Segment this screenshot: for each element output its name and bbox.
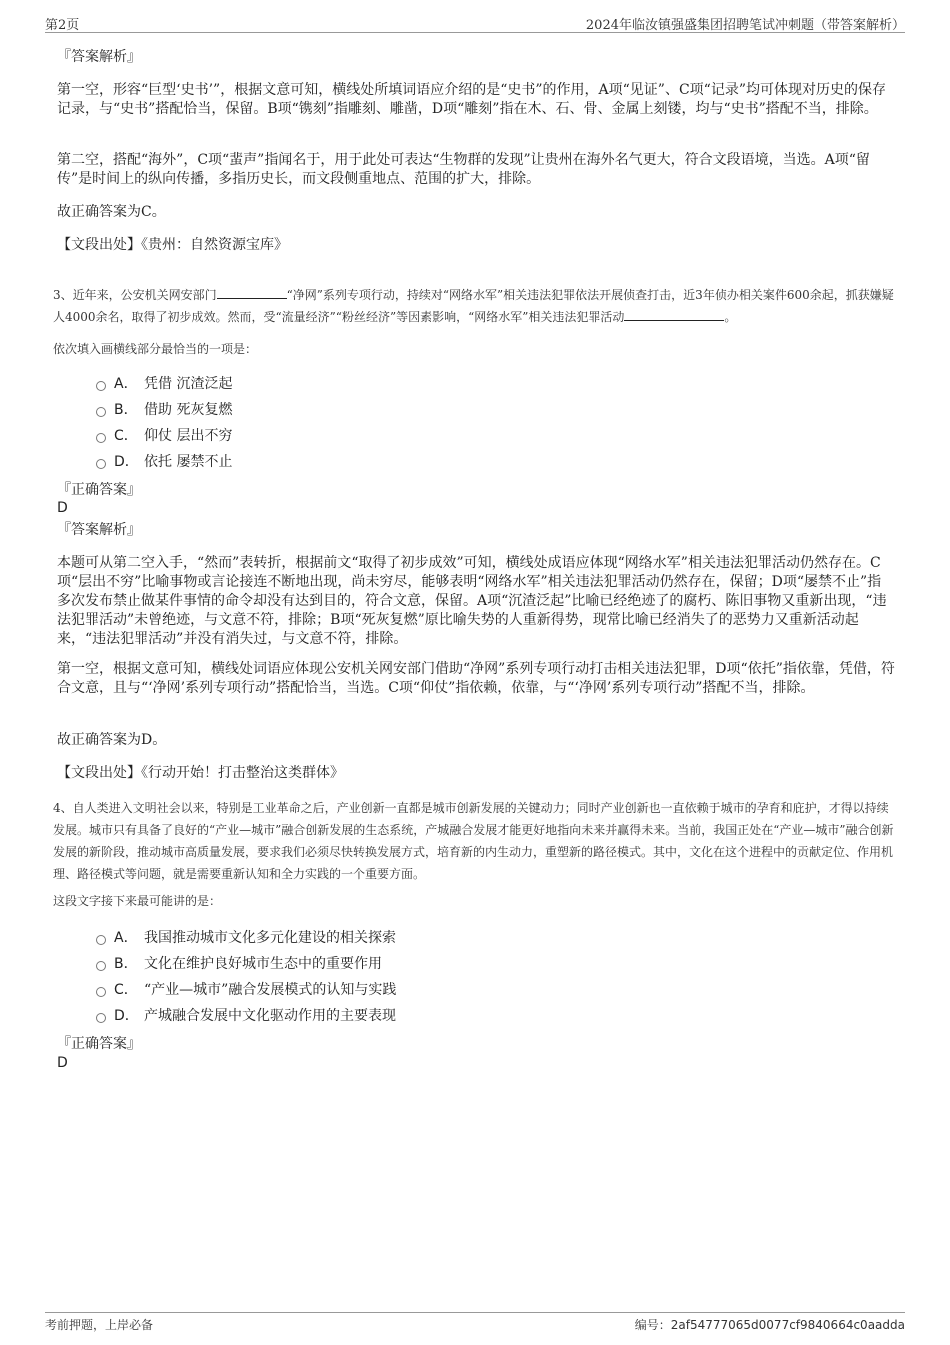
q3-stem-part-a: 3、近年来，公安机关网安部门 bbox=[53, 288, 217, 302]
document-title: 2024年临汝镇强盛集团招聘笔试冲刺题（带答案解析） bbox=[585, 18, 905, 33]
radio-icon[interactable] bbox=[96, 935, 106, 945]
q4-option-a[interactable]: A． 我国推动城市文化多元化建设的相关探索 bbox=[96, 925, 396, 951]
q3-option-b[interactable]: B． 借助 死灰复燃 bbox=[96, 397, 232, 423]
radio-icon[interactable] bbox=[96, 381, 106, 391]
radio-icon[interactable] bbox=[96, 961, 106, 971]
q3-stem-part-b: “净网”系列专项行动，持续对“网络水军”相关违法犯罪依法开展侦查打击，近3年侦办相关案件600余起，抓获嫌疑人4000余名，取得了初步成效。然而，受“流量经济”“粉丝经济”等因素影响，“网络水军”相关违法犯罪活动 bbox=[53, 288, 894, 324]
footer-slogan: 考前押题，上岸必备 bbox=[45, 1318, 154, 1332]
q3-stem-part-c: 。 bbox=[724, 310, 737, 324]
radio-icon[interactable] bbox=[96, 433, 106, 443]
q4-option-d[interactable]: D． 产城融合发展中文化驱动作用的主要表现 bbox=[96, 1003, 396, 1029]
q3-conclusion: 故正确答案为D。 bbox=[57, 732, 167, 748]
page-header bbox=[45, 14, 905, 33]
q3-answer: D bbox=[57, 500, 68, 516]
q4-answer-label: 『正确答案』 bbox=[57, 1036, 141, 1052]
q4-option-b[interactable]: B． 文化在维护良好城市生态中的重要作用 bbox=[96, 951, 396, 977]
q3-option-a[interactable]: A． 凭借 沉渣泛起 bbox=[96, 371, 232, 397]
q3-option-c[interactable]: C． 仰仗 层出不穷 bbox=[96, 423, 232, 449]
page-number: 第2页 bbox=[45, 18, 80, 33]
q3-analysis-para2: 第一空，根据文意可知，横线处词语应体现公安机关网安部门借助“净网”系列专项行动打击相关违法犯罪，D项“依托”指依靠，凭借，符合文意，且与“‘净网’系列专项行动”搭配恰当，当选。C项“仰仗”指依赖，依靠，与“‘净网’系列专项行动”搭配不当，排除。 bbox=[57, 661, 895, 696]
q3-analysis-para1: 本题可从第二空入手，“然而”表转折，根据前文“取得了初步成效”可知，横线处成语应体现“网络水军”相关违法犯罪活动仍然存在。C项“层出不穷”比喻事物或言论接连不断地出现，尚未穷尽，能够表明“网络水军”相关违法犯罪活动仍然存在，保留；D项“屡禁不止”指多次发布禁止做某件事情的命令却没有达到目的，符合文意，保留。A项“沉渣泛起”比喻已经绝迹了的腐朽、陈旧事物又重新出现，“违法犯罪活动”未曾绝迹，与文意不符，排除；B项“死灰复燃”原比喻失势的人重新得势，现常比喻已经消失了的恶势力又重新活动起来，“违法犯罪活动”并没有消失过，与文意不符，排除。 bbox=[57, 555, 887, 647]
q3-answer-label: 『正确答案』 bbox=[57, 482, 141, 498]
q2-analysis-label: 『答案解析』 bbox=[57, 49, 141, 65]
q2-source: 【文段出处】《贵州：自然资源宝库》 bbox=[57, 237, 288, 253]
q3-blank-2 bbox=[624, 308, 724, 321]
q4-options bbox=[96, 925, 396, 1029]
radio-icon[interactable] bbox=[96, 1013, 106, 1023]
q4-option-c[interactable]: C． “产业—城市”融合发展模式的认知与实践 bbox=[96, 977, 396, 1003]
q3-options bbox=[96, 371, 232, 475]
q3-blank-1 bbox=[217, 286, 287, 299]
q3-stem bbox=[53, 284, 898, 328]
document-id: 编号：2af54777065d0077cf9840664c0aadda bbox=[634, 1318, 905, 1332]
page-footer bbox=[45, 1312, 905, 1336]
q3-instruction: 依次填入画横线部分最恰当的一项是： bbox=[53, 342, 258, 356]
q3-source: 【文段出处】《行动开始！打击整治这类群体》 bbox=[57, 765, 344, 781]
q4-answer: D bbox=[57, 1055, 68, 1071]
q2-conclusion: 故正确答案为C。 bbox=[57, 204, 166, 220]
q2-analysis-para2: 第二空，搭配“海外”，C项“蜚声”指闻名于，用于此处可表达“生物群的发现”让贵州在海外名气更大，符合文段语境，当选。A项“留传”是时间上的纵向传播，多指历史长，而文段侧重地点、范围的扩大，排除。 bbox=[57, 152, 870, 187]
q3-option-d[interactable]: D． 依托 屡禁不止 bbox=[96, 449, 232, 475]
radio-icon[interactable] bbox=[96, 459, 106, 469]
q2-analysis-para1: 第一空，形容“巨型‘史书’”，根据文意可知，横线处所填词语应介绍的是“史书”的作用，A项“见证”、C项“记录”均可体现对历史的保存记录，与“史书”搭配恰当，保留。B项“镌刻”指雕刻、雕凿，D项“雕刻”指在木、石、骨、金属上刻镂，均与“史书”搭配不当，排除。 bbox=[57, 82, 886, 117]
q4-instruction: 这段文字接下来最可能讲的是： bbox=[53, 894, 222, 908]
radio-icon[interactable] bbox=[96, 407, 106, 417]
q3-analysis-label: 『答案解析』 bbox=[57, 522, 141, 538]
q4-stem: 4、自人类进入文明社会以来，特别是工业革命之后，产业创新一直都是城市创新发展的关键动力；同时产业创新也一直依赖于城市的孕育和庇护，才得以持续发展。城市只有具备了良好的“产业—城市”融合创新发展的生态系统，产城融合发展才能更好地指向未来并赢得未来。当前，我国正处在“产业—城市”融合创新发展的新阶段，推动城市高质量发展，要求我们必须尽快转换发展方式，培育新的内生动力，重塑新的路径模式。其中，文化在这个进程中的贡献定位、作用机理、路径模式等问题，就是需要重新认知和全力实践的一个重要方面。 bbox=[53, 801, 894, 881]
radio-icon[interactable] bbox=[96, 987, 106, 997]
